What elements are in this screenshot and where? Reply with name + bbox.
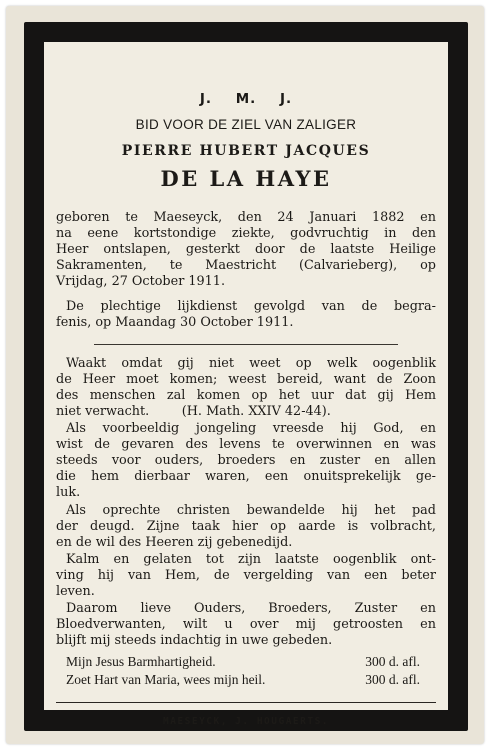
meditation-line: des menschen zal komen op het uur dat gij Hem	[56, 388, 436, 403]
prayer-text: Mijn Jesus Barmhartigheid.	[66, 654, 216, 669]
meditation-line: niet verwacht. (H. Math. XXIV 42-44).	[56, 404, 331, 419]
black-mourning-border	[24, 22, 468, 731]
meditation-line: Als voorbeeldig jongeling vreesde hij God, en	[66, 421, 436, 436]
meditation-line: Als oprechte christen bewandelde hij het pad	[66, 503, 436, 518]
meditation-line: wist de gevaren des levens te overwinnen en was	[56, 437, 436, 452]
divider-rule	[94, 344, 398, 345]
meditation-line: en de wil des Heeren zij gebenedijd.	[56, 535, 293, 550]
meditation-line: Waakt omdat gij niet weet op welk oogenblik	[66, 356, 436, 371]
indulgence-prayer	[66, 672, 436, 688]
deceased-surname: DE LA HAYE	[160, 166, 332, 191]
meditation-line: leven.	[56, 584, 95, 599]
biography-line: Sakramenten, te Maestricht (Calvarieberg), op	[56, 258, 436, 273]
biography-line: na eene kortstondige ziekte, godvruchtig in den	[56, 226, 436, 241]
prayer-request-line: BID VOOR DE ZIEL VAN ZALIGER	[135, 117, 357, 132]
meditation-line: die hem dierbaar waren, een onuitsprekelijk ge-	[56, 469, 436, 484]
meditation-line: Bloedverwanten, wilt u over mij getroosten en	[56, 617, 436, 632]
footer-rule	[56, 702, 436, 703]
meditation-line: ving hij van Hem, de vergelding van een beter	[56, 568, 436, 583]
biography-line: geboren te Maeseyck, den 24 Januari 1882 en	[56, 210, 436, 225]
meditation-line: luk.	[56, 485, 81, 500]
biography-line: Vrijdag, 27 October 1911.	[56, 274, 226, 289]
memorial-card	[6, 6, 484, 744]
meditation-line: der deugd. Zijne taak hier op aarde is volbracht,	[56, 519, 436, 534]
jmj-heading: J. M. J.	[199, 91, 293, 107]
funeral-line: fenis, op Maandag 30 October 1911.	[56, 315, 294, 330]
biography-line: Heer ontslapen, gesterkt door de laatste Heilige	[56, 242, 436, 257]
meditation-line: steeds voor ouders, broeders en zuster en allen	[56, 453, 436, 468]
meditation-line: Daarom lieve Ouders, Broeders, Zuster en	[66, 601, 436, 616]
printer-credit: MAESEYCK, J. HOUGAERTS.	[162, 716, 330, 727]
meditation-line: blijft mij steeds indachtig in uwe gebeden.	[56, 633, 333, 648]
indulgence-prayer	[66, 654, 436, 670]
indulgence-amount: 300 d. afl.	[365, 672, 420, 687]
meditation-line: Kalm en gelaten tot zijn laatste oogenblik ont-	[66, 552, 436, 567]
indulgence-amount: 300 d. afl.	[365, 654, 420, 669]
meditation-line: de Heer moet komen; weest bereid, want de Zoon	[56, 372, 436, 387]
deceased-first-names: PIERRE HUBERT JACQUES	[121, 143, 371, 159]
funeral-line: De plechtige lijkdienst gevolgd van de begra-	[66, 299, 436, 314]
prayer-text: Zoet Hart van Maria, wees mijn heil.	[66, 672, 266, 687]
card-text-area	[44, 42, 448, 727]
